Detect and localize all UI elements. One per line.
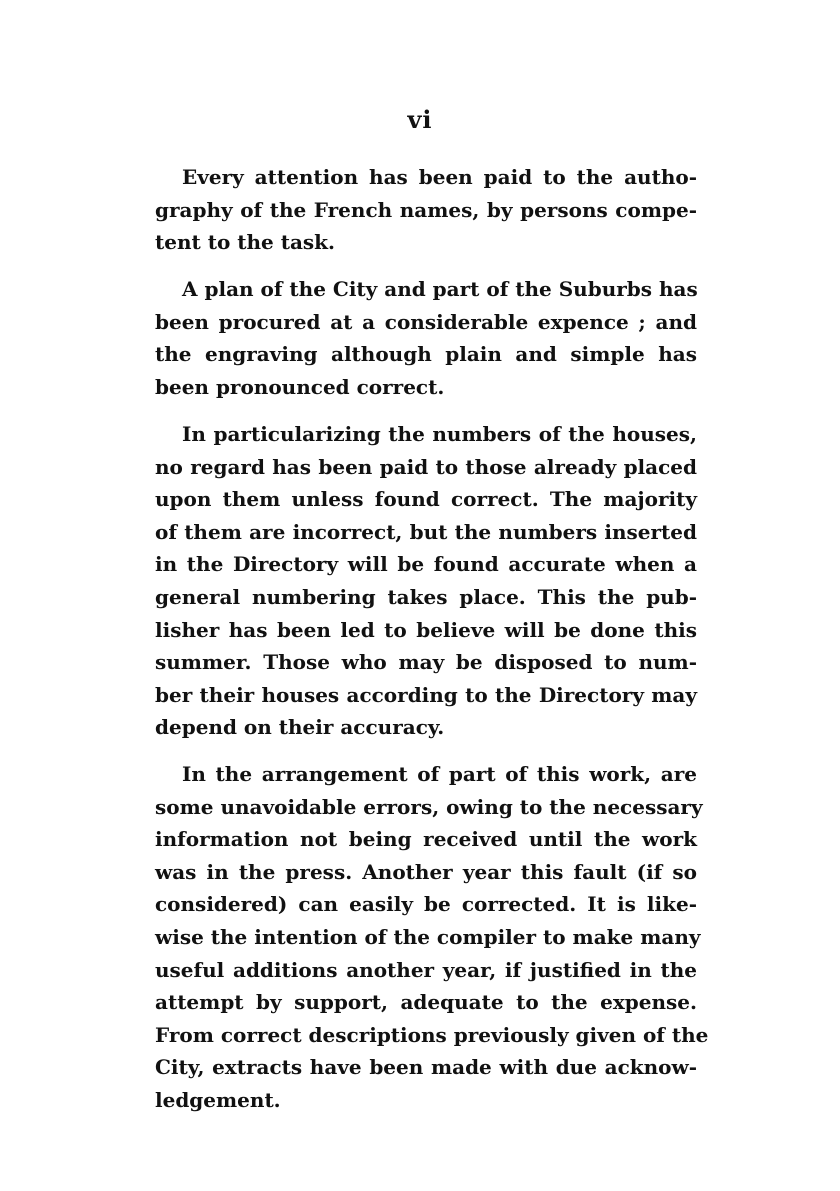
text-line: In particularizing the numbers of the houses, <box>182 422 697 446</box>
text-line: From correct descriptions previously given of the <box>155 1022 709 1047</box>
text-line: Every attention has been paid to the autho- <box>182 165 697 189</box>
text-line: the engraving although plain and simple has <box>155 342 697 367</box>
text-line: some unavoidable errors, owing to the necessary <box>155 794 703 819</box>
text-line: depend on their accuracy. <box>155 715 445 740</box>
text-line: In the arrangement of part of this work, are <box>182 762 697 786</box>
text-line: A plan of the City and part of the Suburbs has <box>182 277 698 301</box>
text-line: ber their houses according to the Directory may <box>155 682 697 707</box>
page-number: vi <box>407 105 433 134</box>
paragraph-house-numbers <box>155 418 697 744</box>
text-line: of them are incorrect, but the numbers inserted <box>155 519 697 544</box>
text-line: general numbering takes place. This the pub- <box>155 584 697 609</box>
text-line: upon them unless found correct. The majority <box>155 487 697 512</box>
text-line: ledgement. <box>155 1087 281 1112</box>
text-line: summer. Those who may be disposed to num- <box>155 650 697 675</box>
paragraph-autography <box>155 161 697 259</box>
text-line: wise the intention of the compiler to make many <box>155 924 701 949</box>
text-line: been procured at a considerable expence ; and <box>155 309 697 334</box>
text-line: information not being received until the work <box>155 827 697 852</box>
text-line: considered) can easily be corrected. It is like- <box>155 892 697 917</box>
text-line: useful additions another year, if justified in the <box>155 957 697 982</box>
paragraph-arrangement <box>155 758 709 1117</box>
paragraph-city-plan <box>155 273 697 403</box>
text-line: in the Directory will be found accurate when a <box>155 552 697 577</box>
text-line: attempt by support, adequate to the expense. <box>155 990 697 1015</box>
text-line: been pronounced correct. <box>155 374 445 399</box>
text-line: lisher has been led to believe will be done this <box>155 617 697 642</box>
text-line: City, extracts have been made with due acknow- <box>155 1055 697 1080</box>
text-line: no regard has been paid to those already placed <box>155 454 697 479</box>
text-line: tent to the task. <box>155 230 335 255</box>
text-line: was in the press. Another year this fault (if so <box>155 859 697 884</box>
text-line: graphy of the French names, by persons compe- <box>155 197 697 222</box>
